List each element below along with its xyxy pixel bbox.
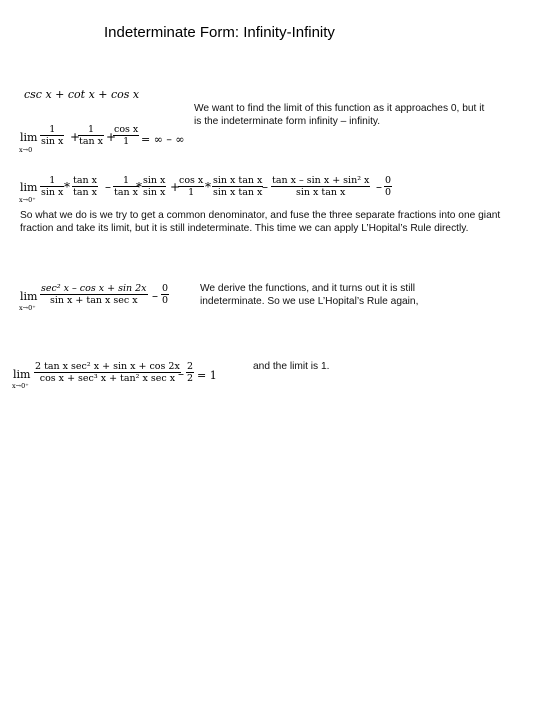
equation-result: = 1 (197, 369, 217, 382)
paragraph-intro: We want to find the limit of this function as it approaches 0, but it is the indeterminate form infinity – infinity. (194, 103, 485, 127)
limit-operator: lim (20, 290, 38, 303)
function-expression: csc x + cot x + cos x (24, 88, 140, 101)
fraction (384, 175, 392, 198)
numerator: sin x (143, 175, 166, 186)
minus-sign: – (152, 289, 158, 303)
numerator: tan x – sin x + sin² x (272, 175, 370, 186)
plus-sign: + (170, 180, 181, 194)
fraction (40, 124, 64, 147)
numerator: cos x (179, 175, 204, 186)
denominator: cos x + sec³ x + tan² x sec x (34, 372, 181, 384)
denominator: tan x (114, 187, 138, 198)
times-sign: * (205, 180, 211, 194)
limit-subscript: x→0⁺ (12, 382, 29, 390)
times-sign: * (64, 180, 70, 194)
denominator: sin x tan x (213, 187, 263, 198)
fraction (113, 124, 139, 147)
minus-sign: – (105, 180, 111, 194)
denominator: tan x (73, 187, 97, 198)
denominator: 1 (113, 135, 139, 147)
equation-result: = ∞ – ∞ (141, 133, 185, 146)
numerator: 1 (122, 175, 130, 186)
fraction (161, 283, 169, 306)
denominator: 1 (178, 186, 204, 198)
numerator: cos x (114, 124, 139, 135)
limit-operator: lim (20, 131, 38, 144)
paragraph-conclusion: and the limit is 1. (253, 361, 330, 372)
fraction (72, 175, 98, 198)
numerator: sec² x – cos x + sin 2x (41, 283, 147, 294)
limit-subscript: x→0 (19, 146, 33, 154)
denominator: sin x tan x (271, 186, 370, 198)
limit-operator: lim (20, 181, 38, 194)
fraction (34, 361, 181, 384)
fraction (212, 175, 263, 198)
fraction (271, 175, 370, 198)
limit-subscript: x→0⁺ (19, 196, 36, 204)
numerator: 0 (385, 175, 392, 186)
page-title: Indeterminate Form: Infinity-Infinity (104, 24, 335, 41)
denominator: 2 (187, 373, 194, 384)
fraction (142, 175, 166, 198)
denominator: sin x (41, 187, 64, 198)
numerator: tan x (73, 175, 97, 186)
numerator: 2 tan x sec² x + sin x + cos 2x (35, 361, 180, 372)
paragraph-common-denominator: So what we do is we try to get a common denominator, and fuse the three separate fractions into one giant fraction and take its limit, but it is still indeterminate. This time we can apply L’Hopital’s Rule directly. (20, 210, 501, 234)
fraction (178, 175, 204, 198)
denominator: sin x + tan x sec x (40, 294, 148, 306)
plus-sign: + (70, 130, 81, 144)
minus-sign: – (178, 367, 184, 381)
times-sign: * (136, 180, 142, 194)
denominator: sin x (41, 136, 64, 147)
denominator: 0 (162, 295, 169, 306)
fraction (186, 361, 194, 384)
fraction (40, 175, 64, 198)
numerator: 2 (187, 361, 194, 372)
limit-operator: lim (13, 368, 31, 381)
equals-sign: – (376, 180, 382, 194)
numerator: 1 (49, 175, 56, 186)
denominator: sin x (143, 187, 166, 198)
limit-subscript: x→0⁺ (19, 304, 36, 312)
fraction (40, 283, 148, 306)
denominator: tan x (79, 136, 103, 147)
paragraph-derive: We derive the functions, and it turns out it is still indeterminate. So we use L’Hopital’s Rule again, (200, 283, 419, 307)
fraction (78, 124, 104, 147)
minus-sign: – (262, 180, 268, 194)
numerator: sin x tan x (213, 175, 263, 186)
plus-sign: + (106, 130, 117, 144)
numerator: 1 (49, 124, 56, 135)
denominator: 0 (385, 187, 392, 198)
numerator: 1 (87, 124, 95, 135)
numerator: 0 (162, 283, 169, 294)
